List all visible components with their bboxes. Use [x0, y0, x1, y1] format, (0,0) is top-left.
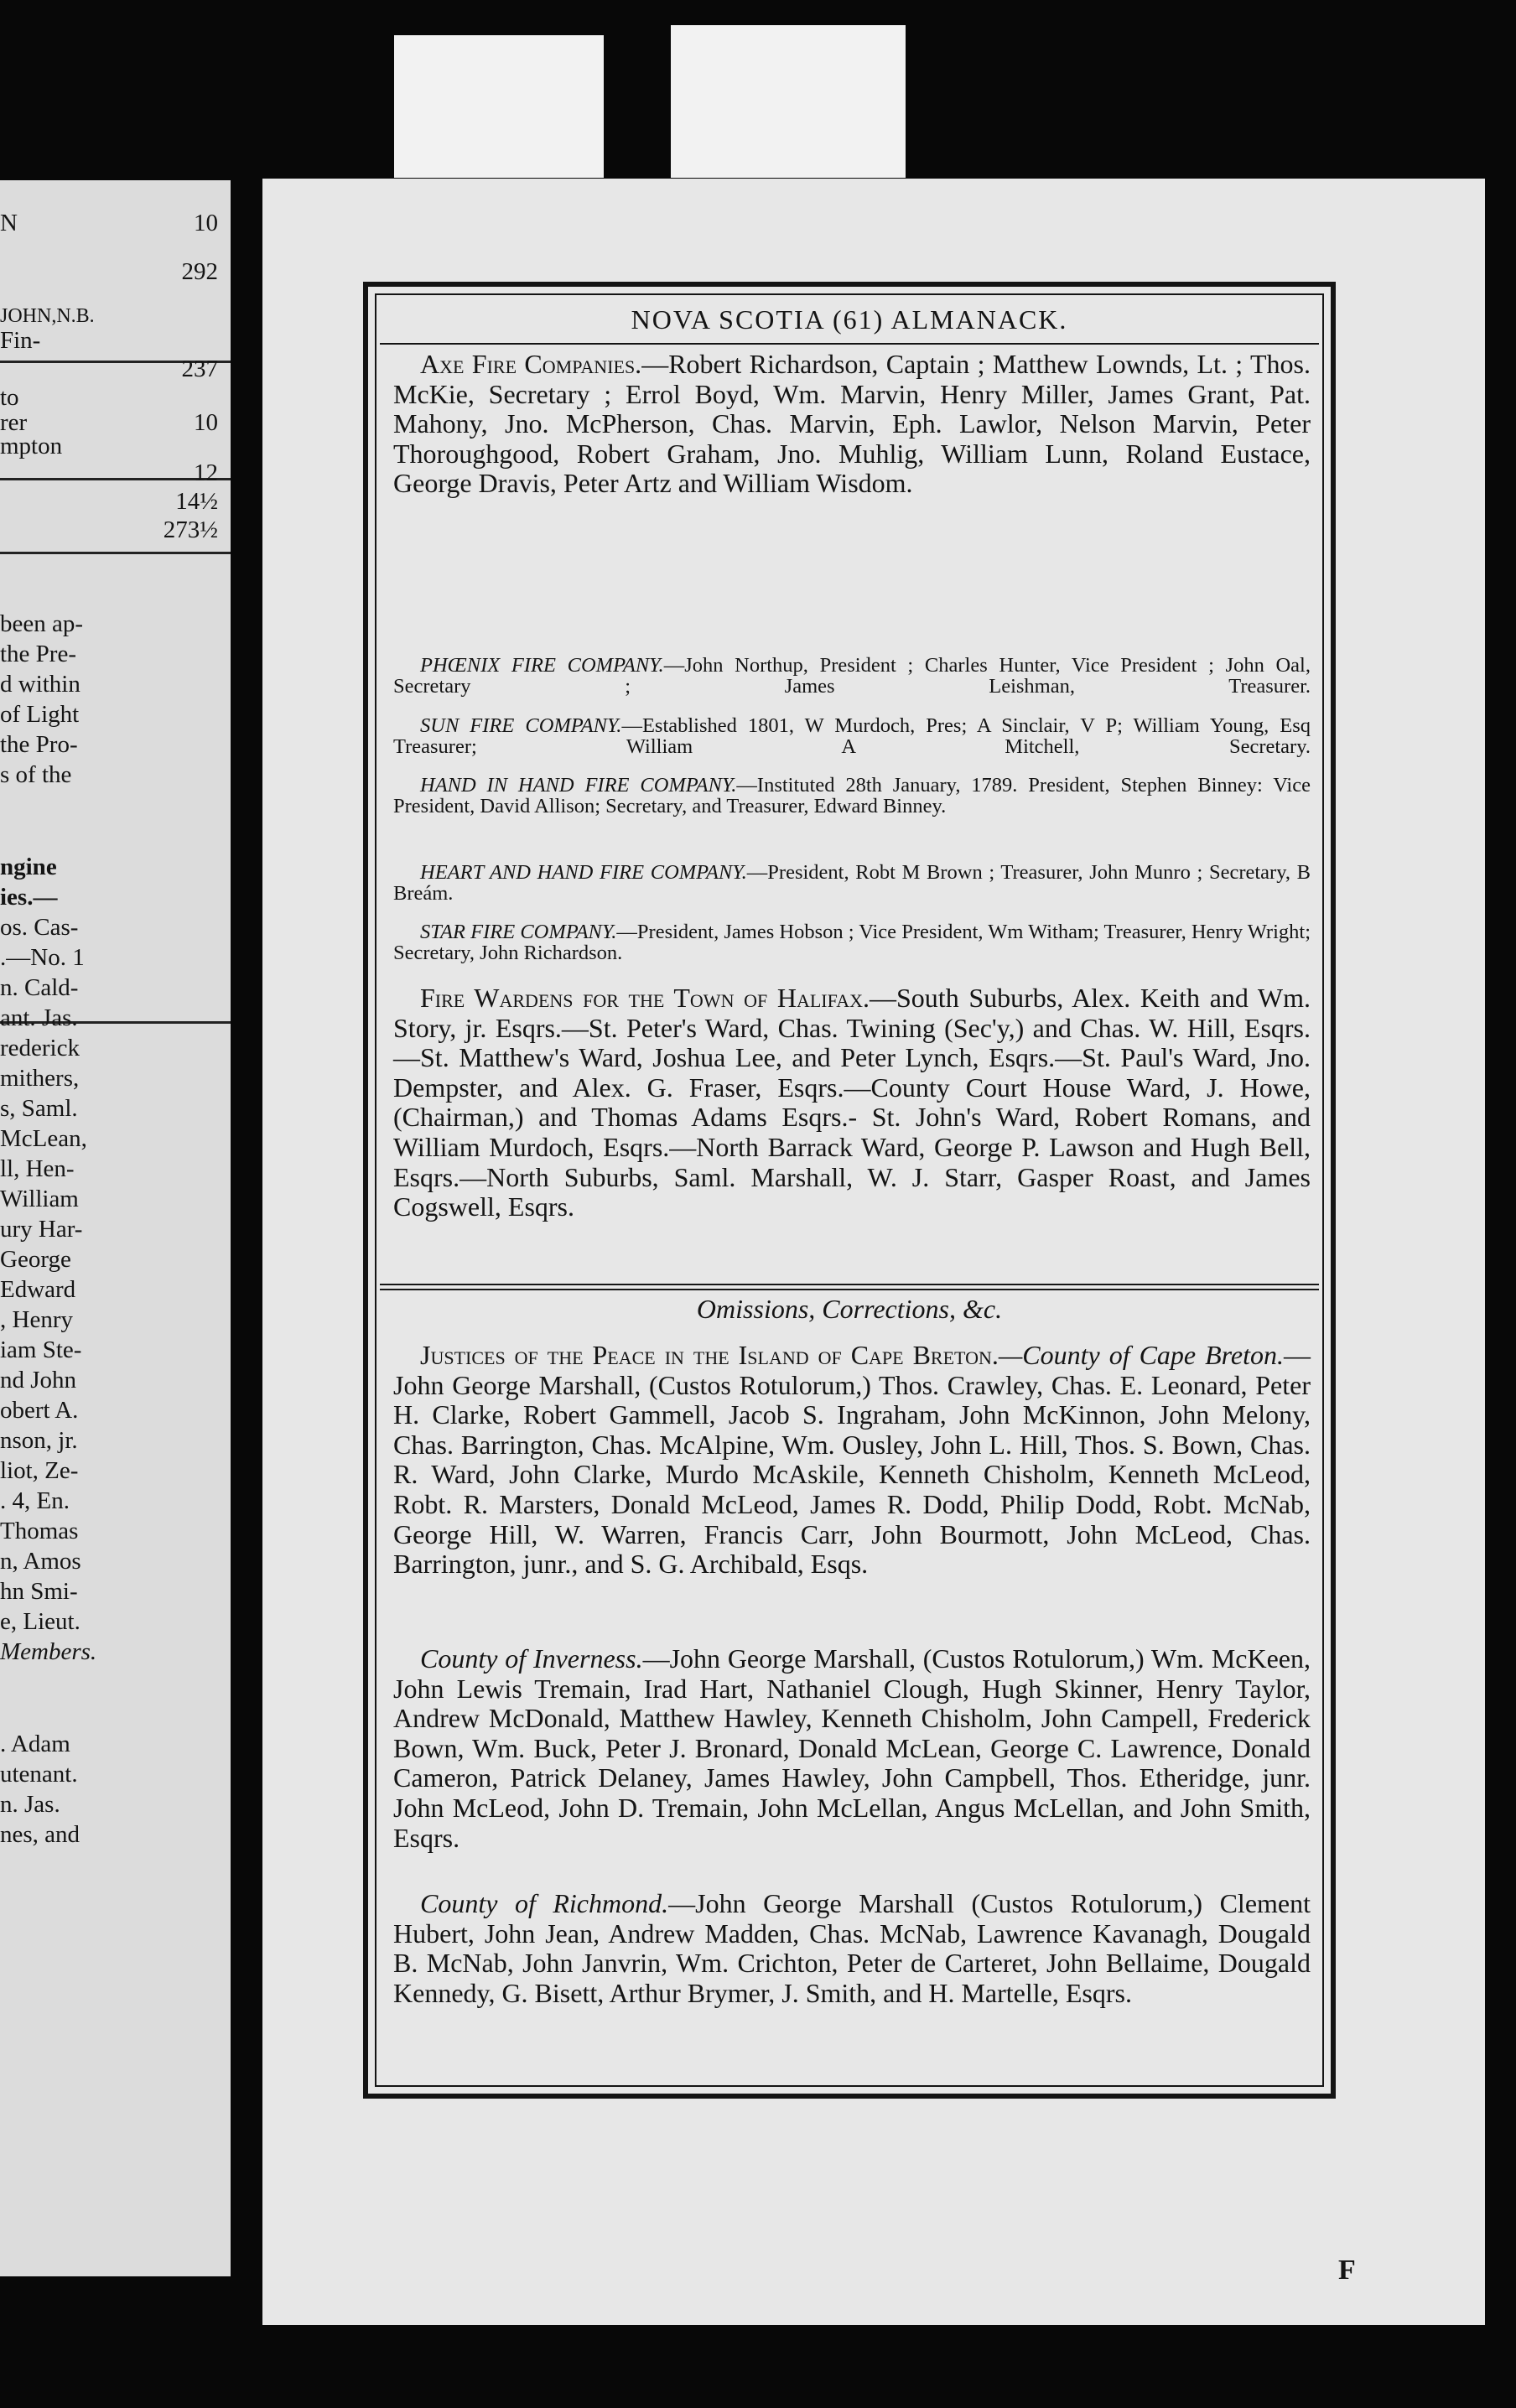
previous-page-line: Edward	[0, 1276, 76, 1303]
section-lead: Justices of the Peace in the Island of Cape Breton.	[420, 1340, 999, 1370]
previous-page-line: been ap-	[0, 610, 84, 637]
previous-page-line: , Henry	[0, 1306, 73, 1333]
previous-page-line: ll, Hen-	[0, 1155, 75, 1182]
star-fire-company: STAR FIRE COMPANY.—President, James Hobson ; Vice President, Wm Witham; Treasurer, Henry Wright; Secretary, John Richardson.	[393, 921, 1311, 964]
previous-page-line: George	[0, 1246, 71, 1273]
previous-page-line: 10	[194, 210, 218, 236]
axe-fire-companies: Axe Fire Companies.—Robert Richardson, Captain ; Matthew Lownds, Lt. ; Thos. McKie, Secretary ; Errol Boyd, Wm. Marvin, Henry Miller, James Grant, Pat. Mahony, Jno. McPherson, Chas. Marvin, Eph. Lawlor, Nelson Marvin, Peter Thoroughgood, Robert Graham, Jno. Muhlig, William Lunn, Roland Eustace, George Dravis, Peter Artz and William Wisdom.	[393, 349, 1311, 499]
previous-page-line: 12	[194, 459, 218, 486]
section-lead: SUN FIRE COMPANY.	[420, 714, 622, 737]
previous-page-line: n, Amos	[0, 1548, 81, 1575]
previous-page-line: iam Ste-	[0, 1336, 82, 1363]
previous-page-line: e, Lieut.	[0, 1608, 80, 1635]
previous-page-line: ant. Jas.	[0, 1004, 78, 1031]
previous-page-line: nd John	[0, 1367, 77, 1393]
previous-page-line: os. Cas-	[0, 914, 79, 941]
paper-tab	[394, 35, 604, 178]
section-divider	[380, 1284, 1319, 1290]
previous-page	[0, 180, 231, 2276]
previous-page-line: William	[0, 1186, 79, 1212]
previous-page-line: s, Saml.	[0, 1095, 78, 1122]
previous-page-line: McLean,	[0, 1125, 87, 1152]
section-lead: Fire Wardens for the Town of Halifax.	[420, 983, 870, 1013]
previous-page-line: the Pre-	[0, 641, 76, 667]
previous-page-line: 237	[181, 355, 218, 382]
previous-page-line: n. Cald-	[0, 974, 79, 1001]
previous-page-line: d within	[0, 671, 80, 698]
county-of-inverness: County of Inverness.—John George Marshall, (Custos Rotulorum,) Wm. McKeen, John Lewis Tremain, Irad Hart, Nathaniel Clough, Hugh Skinner, Henry Taylor, Andrew McDonald, Matthew Hawley, Kenneth Chisholm, John Campell, Frederick Bown, Wm. Buck, Peter J. Bronard, Donald McLean, George C. Lawrence, Donald Cameron, Patrick Delaney, James Hawley, John Campbell, Thos. Etheridge, junr. John McLeod, John D. Tremain, John McLellan, Angus McLellan, and John Smith, Esqrs.	[393, 1643, 1311, 1853]
previous-page-line: ies.—	[0, 884, 58, 911]
omissions-heading: Omissions, Corrections, &c.	[696, 1294, 1003, 1324]
previous-page-line: n. Jas.	[0, 1791, 60, 1818]
section-lead: County of Inverness.	[420, 1643, 643, 1674]
previous-page-line: Fin-	[0, 327, 41, 354]
running-header: NOVA SCOTIA (61) ALMANACK.	[380, 296, 1319, 345]
section-lead: County of Richmond.	[420, 1888, 669, 1918]
section-lead: PHŒNIX FIRE COMPANY.	[420, 654, 664, 677]
previous-page-line: 292	[181, 258, 218, 285]
paper-tab	[671, 25, 906, 178]
section-lead: STAR FIRE COMPANY.	[420, 921, 617, 943]
previous-page-line: . Adam	[0, 1731, 70, 1757]
table-rule	[0, 552, 231, 554]
previous-page-line: rer	[0, 409, 28, 436]
previous-page-line: of Light	[0, 701, 80, 728]
section-lead: Axe Fire Companies.	[420, 349, 642, 379]
previous-page-line: 10	[194, 409, 218, 436]
previous-page-line: to	[0, 384, 19, 411]
previous-page-line: obert A.	[0, 1397, 79, 1424]
previous-page-line: .—No. 1	[0, 944, 85, 971]
fire-wardens: Fire Wardens for the Town of Halifax.—South Suburbs, Alex. Keith and Wm. Story, jr. Esqrs.—St. Peter's Ward, Chas. Twining (Sec'y,) and Chas. W. Hill, Esqrs.—St. Matthew's Ward, Joshua Lee, and Peter Lynch, Esqrs.—St. Paul's Ward, Jno. Dempster, and Alex. G. Fraser, Esqrs.—County Court House Ward, J. Howe, (Chairman,) and Thomas Adams Esqrs.- St. John's Ward, Robert Romans, and William Murdoch, Esqrs.—North Barrack Ward, George P. Lawson and Hugh Bell, Esqrs.—North Suburbs, Saml. Marshall, W. J. Starr, Gasper Roast, and James Cogswell, Esqrs.	[393, 983, 1311, 1222]
sun-fire-company: SUN FIRE COMPANY.—Established 1801, W Murdoch, Pres; A Sinclair, V P; William Young, Esq Treasurer; William A Mitchell, Secretary.	[393, 714, 1311, 758]
previous-page-line: utenant.	[0, 1761, 78, 1788]
previous-page-line: ury Har-	[0, 1216, 83, 1243]
section-lead: HAND IN HAND FIRE COMPANY.	[420, 774, 737, 797]
previous-page-line: liot, Ze-	[0, 1457, 79, 1484]
section-lead: HEART AND HAND FIRE COMPANY.	[420, 861, 747, 884]
hand-in-hand-fire-company: HAND IN HAND FIRE COMPANY.—Instituted 28th January, 1789. President, Stephen Binney: Vice President, David Allison; Secretary, and Treasurer, Edward Binney.	[393, 774, 1311, 817]
almanack-page	[262, 179, 1485, 2325]
justices-cape-breton: Justices of the Peace in the Island of Cape Breton.—County of Cape Breton.—John George Marshall, (Custos Rotulorum,) Thos. Crawley, Chas. E. Leonard, Peter H. Clarke, Robert Gammell, Jacob S. Ingraham, John McKinnon, John Melony, Chas. Barrington, Chas. McAlpine, Wm. Ousley, John L. Hill, Thos. S. Bown, Chas. R. Ward, John Clarke, Murdo McAskile, Kenneth Chisholm, Kenneth McLeod, Robt. R. Marsters, Donald McLeod, James R. Dodd, Philip Dodd, Robt. McNab, George Hill, W. Warren, Francis Carr, John Bourmott, John McLeod, Chas. Barrington, junr., and S. G. Archibald, Esqs.	[393, 1340, 1311, 1580]
previous-page-line: 14½	[175, 488, 218, 515]
signature-mark: F	[1338, 2255, 1356, 2286]
previous-page-line: mpton	[0, 433, 63, 459]
previous-page-line: 273½	[163, 516, 218, 543]
previous-page-line: the Pro-	[0, 731, 78, 758]
previous-page-line: JOHN,N.B.	[0, 305, 95, 327]
previous-page-line: s of the	[0, 761, 72, 788]
previous-page-line: nes, and	[0, 1821, 80, 1848]
previous-page-line: hn Smi-	[0, 1578, 78, 1605]
previous-page-line: Thomas	[0, 1518, 79, 1544]
phoenix-fire-company: PHŒNIX FIRE COMPANY.—John Northup, President ; Charles Hunter, Vice President ; John Oal, Secretary ; James Leishman, Treasurer.	[393, 654, 1311, 698]
previous-page-line: . 4, En.	[0, 1487, 70, 1514]
heart-and-hand-fire-company: HEART AND HAND FIRE COMPANY.—President, Robt M Brown ; Treasurer, John Munro ; Secretary, B Breám.	[393, 861, 1311, 905]
previous-page-line: N	[0, 210, 18, 236]
previous-page-line: mithers,	[0, 1065, 80, 1092]
previous-page-line: rederick	[0, 1035, 80, 1061]
previous-page-line: ngine	[0, 854, 57, 880]
county-of-richmond: County of Richmond.—John George Marshall (Custos Rotulorum,) Clement Hubert, John Jean, Andrew Madden, Chas. McNab, Lawrence Kavanagh, Dougald B. McNab, John Janvrin, Wm. Crichton, Peter de Carteret, John Bellaime, Dougald Kennedy, G. Bisett, Arthur Brymer, J. Smith, and H. Martelle, Esqrs.	[393, 1888, 1311, 2008]
page-content	[380, 296, 1319, 2008]
previous-page-line: nson, jr.	[0, 1427, 78, 1454]
previous-page-line: Members.	[0, 1638, 97, 1665]
